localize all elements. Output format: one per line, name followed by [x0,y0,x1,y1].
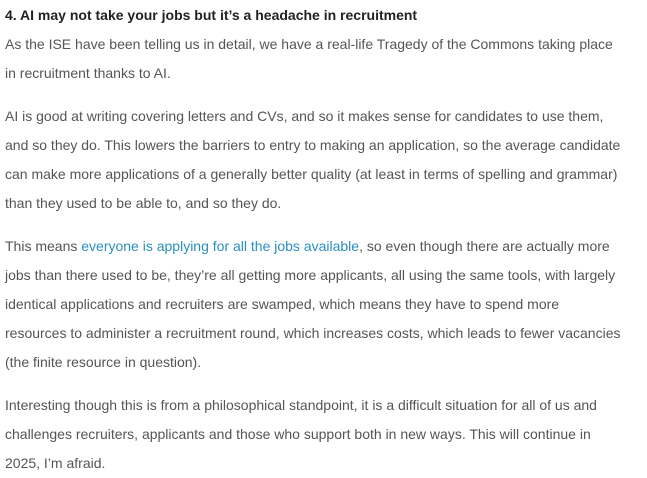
paragraph-line: Interesting though this is from a philosophical standpoint, it is a difficult situation for all of us and [5,397,597,413]
paragraph-line: can make more applications of a generally better quality (at least in terms of spelling and grammar) [5,166,618,182]
text-after-link: , so even though there are actually more [359,238,610,254]
paragraph-line: AI is good at writing covering letters and CVs, and so it makes sense for candidates to use them, [5,108,604,124]
paragraph-ai-writing [5,102,647,218]
text-before-link: This means [5,238,82,254]
paragraph-line: resources to administer a recruitment round, which increases costs, which leads to fewer vacancies [5,325,621,341]
paragraph-tragedy-of-commons [5,30,647,88]
paragraph-applying-for-all-jobs [5,232,647,377]
paragraph-philosophical-standpoint [5,391,647,478]
paragraph-line: jobs than there used to be, they’re all getting more applicants, all using the same tools, with largely [5,267,616,283]
paragraph-line: and so they do. This lowers the barriers to entry to making an application, so the average candidate [5,137,621,153]
paragraph-line: (the finite resource in question). [5,354,202,370]
paragraph-line: challenges recruiters, applicants and those who support both in new ways. This will continue in [5,426,591,442]
paragraph-line: As the ISE have been telling us in detail, we have a real-life Tragedy of the Commons taking place [5,36,613,52]
everyone-applying-link[interactable]: everyone is applying for all the jobs available [81,238,360,254]
section-heading: 4. AI may not take your jobs but it’s a headache in recruitment [5,7,418,23]
paragraph-line: than they used to be able to, and so they do. [5,195,282,211]
paragraph-line: identical applications and recruiters are swamped, which means they have to spend more [5,296,560,312]
paragraph-line: 2025, I’m afraid. [5,455,106,471]
paragraph-line [5,232,647,261]
paragraph-line: in recruitment thanks to AI. [5,65,171,81]
